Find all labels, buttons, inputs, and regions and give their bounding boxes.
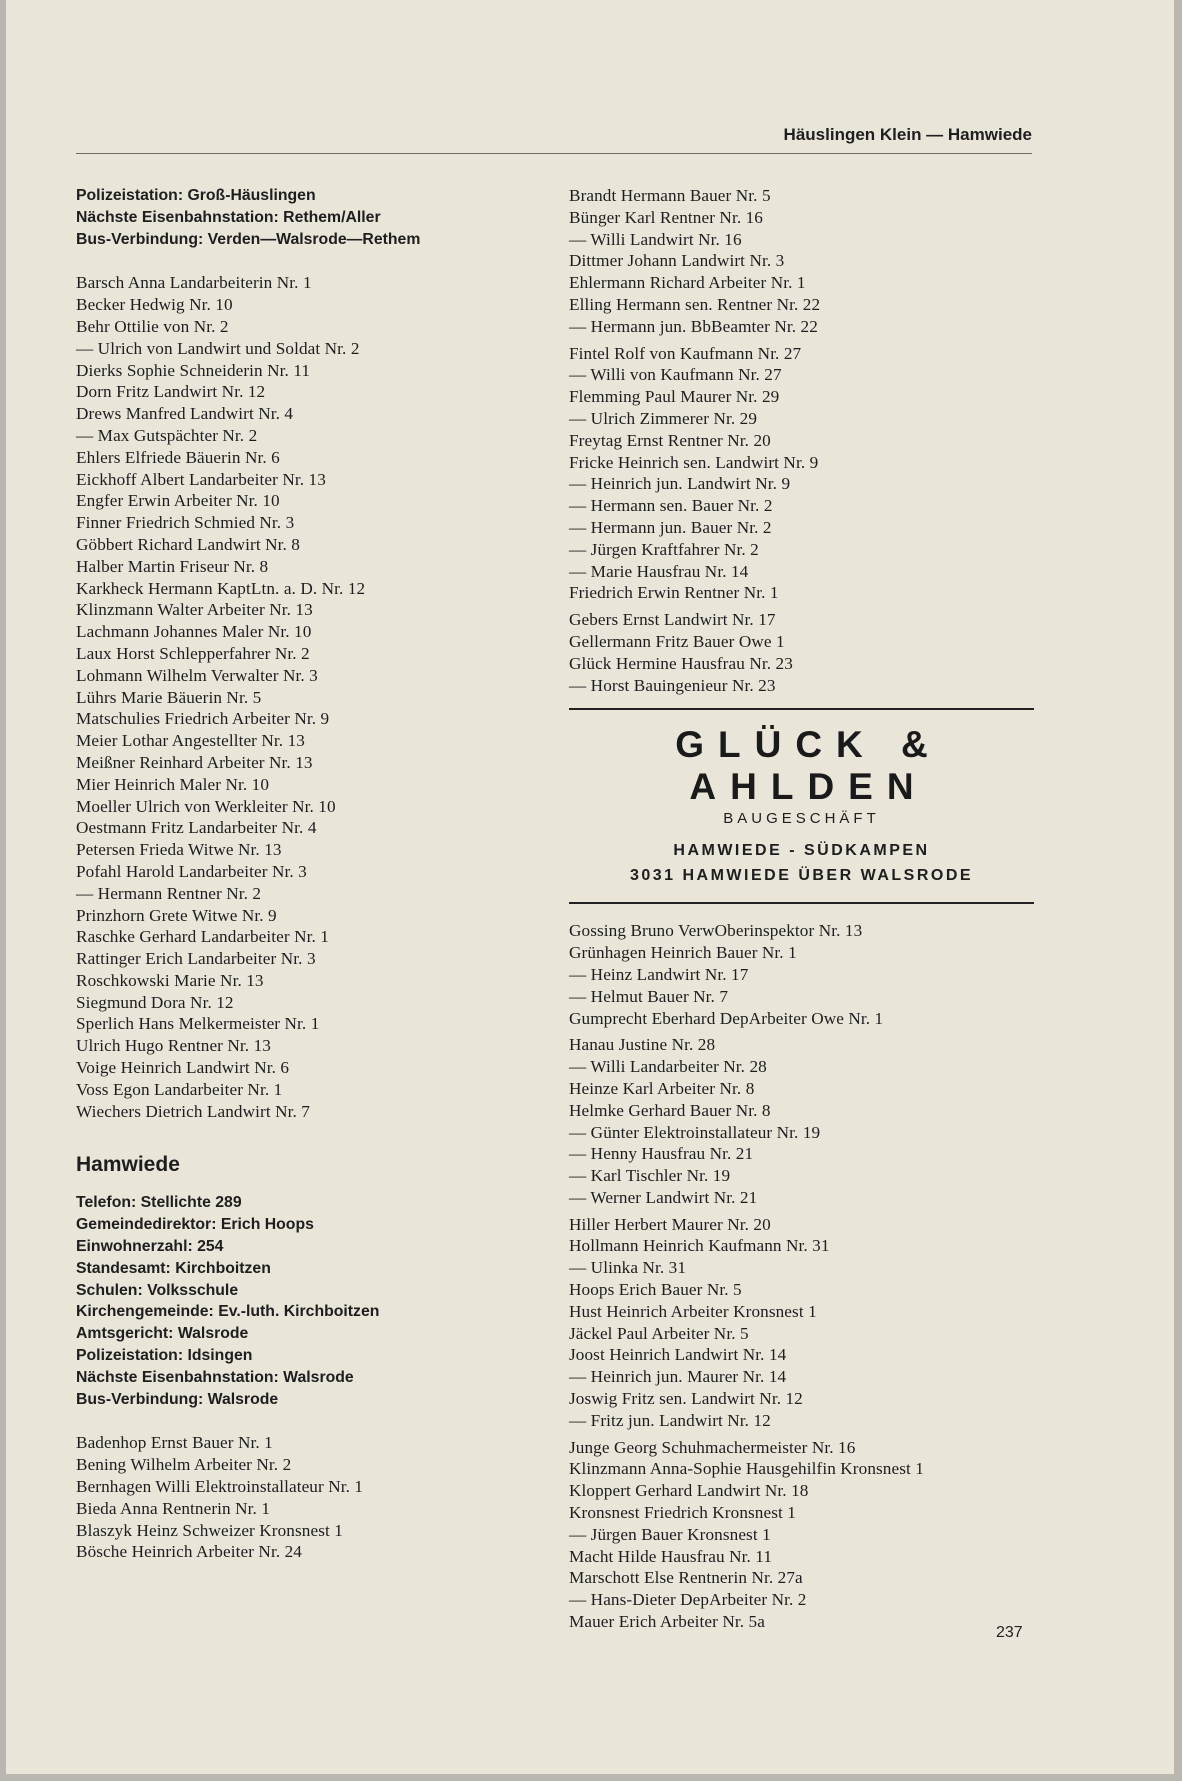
section-title: Hamwiede bbox=[76, 1153, 180, 1177]
resident-entry: Gebers Ernst Landwirt Nr. 17 bbox=[569, 610, 776, 630]
resident-entry: Halber Martin Friseur Nr. 8 bbox=[76, 556, 269, 576]
resident-entry: Laux Horst Schlepperfahrer Nr. 2 bbox=[76, 643, 310, 663]
resident-entry: Gellermann Fritz Bauer Owe 1 bbox=[569, 631, 785, 651]
resident-entry: Ehlermann Richard Arbeiter Nr. 1 bbox=[569, 273, 806, 293]
resident-entry: — Heinrich jun. Maurer Nr. 14 bbox=[569, 1367, 787, 1387]
resident-entry: Kloppert Gerhard Landwirt Nr. 18 bbox=[569, 1481, 809, 1501]
resident-entry: — Ulinka Nr. 31 bbox=[569, 1258, 687, 1278]
resident-list bbox=[76, 272, 576, 1122]
resident-entry: Blaszyk Heinz Schweizer Kronsnest 1 bbox=[76, 1520, 343, 1540]
info-line: Nächste Eisenbahnstation: Rethem/Aller bbox=[76, 208, 381, 226]
resident-entry: — Heinrich jun. Landwirt Nr. 9 bbox=[569, 474, 791, 494]
info-line: Polizeistation: Idsingen bbox=[76, 1347, 253, 1365]
ad-company-name: GLÜCK & AHLDEN bbox=[675, 724, 942, 808]
resident-entry: Mier Heinrich Maler Nr. 10 bbox=[76, 774, 270, 794]
resident-entry: — Hermann jun. Bauer Nr. 2 bbox=[569, 517, 772, 537]
resident-entry: Macht Hilde Hausfrau Nr. 11 bbox=[569, 1546, 773, 1566]
resident-entry: Dierks Sophie Schneiderin Nr. 11 bbox=[76, 360, 311, 380]
info-line: Amtsgericht: Walsrode bbox=[76, 1325, 249, 1343]
resident-entry: — Werner Landwirt Nr. 21 bbox=[569, 1187, 758, 1207]
resident-entry: Fintel Rolf von Kaufmann Nr. 27 bbox=[569, 343, 802, 363]
resident-entry: Siegmund Dora Nr. 12 bbox=[76, 992, 234, 1012]
resident-list-lower bbox=[569, 920, 1034, 1633]
resident-entry: — Max Gutspächter Nr. 2 bbox=[76, 425, 258, 445]
running-header: Häuslingen Klein — Hamwiede bbox=[783, 125, 1032, 144]
info-line: Standesamt: Kirchboitzen bbox=[76, 1259, 271, 1277]
resident-entry: Behr Ottilie von Nr. 2 bbox=[76, 316, 229, 336]
header-rule bbox=[76, 153, 1032, 154]
resident-entry: Elling Hermann sen. Rentner Nr. 22 bbox=[569, 294, 821, 314]
resident-entry: — Willi Landwirt Nr. 16 bbox=[569, 229, 742, 249]
resident-entry: Badenhop Ernst Bauer Nr. 1 bbox=[76, 1433, 273, 1453]
resident-entry: Junge Georg Schuhmachermeister Nr. 16 bbox=[569, 1437, 856, 1457]
resident-entry: Bünger Karl Rentner Nr. 16 bbox=[569, 207, 764, 227]
resident-entry: Klinzmann Walter Arbeiter Nr. 13 bbox=[76, 600, 313, 620]
resident-entry: Bieda Anna Rentnerin Nr. 1 bbox=[76, 1498, 271, 1518]
resident-entry: — Heinz Landwirt Nr. 17 bbox=[569, 964, 749, 984]
section-info-block bbox=[76, 1192, 576, 1410]
resident-entry: Heinze Karl Arbeiter Nr. 8 bbox=[569, 1078, 755, 1098]
resident-entry: Meißner Reinhard Arbeiter Nr. 13 bbox=[76, 752, 313, 772]
ad-address: 3031 HAMWIEDE ÜBER WALSRODE bbox=[629, 867, 974, 885]
resident-entry: — Hermann jun. BbBeamter Nr. 22 bbox=[569, 316, 818, 336]
resident-entry: Helmke Gerhard Bauer Nr. 8 bbox=[569, 1100, 771, 1120]
resident-entry: Barsch Anna Landarbeiterin Nr. 1 bbox=[76, 273, 312, 293]
info-line: Schulen: Volksschule bbox=[76, 1281, 239, 1299]
resident-entry: — Helmut Bauer Nr. 7 bbox=[569, 986, 729, 1006]
resident-entry: Eickhoff Albert Landarbeiter Nr. 13 bbox=[76, 469, 326, 489]
document-page bbox=[6, 0, 1174, 1774]
resident-entry: Mauer Erich Arbeiter Nr. 5a bbox=[569, 1612, 765, 1632]
resident-entry: Bening Wilhelm Arbeiter Nr. 2 bbox=[76, 1455, 292, 1475]
resident-entry: Voige Heinrich Landwirt Nr. 6 bbox=[76, 1058, 290, 1078]
resident-entry: — Jürgen Bauer Kronsnest 1 bbox=[569, 1524, 771, 1544]
info-line: Nächste Eisenbahnstation: Walsrode bbox=[76, 1368, 354, 1386]
resident-entry: Joost Heinrich Landwirt Nr. 14 bbox=[569, 1345, 787, 1365]
resident-entry: — Karl Tischler Nr. 19 bbox=[569, 1166, 731, 1186]
resident-entry: Flemming Paul Maurer Nr. 29 bbox=[569, 387, 780, 407]
ad-location: HAMWIEDE - SÜDKAMPEN bbox=[673, 842, 930, 860]
resident-entry: Dorn Fritz Landwirt Nr. 12 bbox=[76, 382, 266, 402]
resident-entry: Petersen Frieda Witwe Nr. 13 bbox=[76, 840, 282, 860]
resident-entry: Grünhagen Heinrich Bauer Nr. 1 bbox=[569, 943, 797, 963]
advertisement bbox=[569, 708, 1034, 904]
resident-entry: — Henny Hausfrau Nr. 21 bbox=[569, 1144, 754, 1164]
resident-entry: — Hermann sen. Bauer Nr. 2 bbox=[569, 496, 773, 516]
resident-entry: Joswig Fritz sen. Landwirt Nr. 12 bbox=[569, 1389, 803, 1409]
resident-entry: Oestmann Fritz Landarbeiter Nr. 4 bbox=[76, 818, 317, 838]
resident-entry: — Hermann Rentner Nr. 2 bbox=[76, 883, 262, 903]
resident-entry: Klinzmann Anna-Sophie Hausgehilfin Kronsnest 1 bbox=[569, 1459, 924, 1479]
resident-entry: Rattinger Erich Landarbeiter Nr. 3 bbox=[76, 949, 316, 969]
resident-entry: Engfer Erwin Arbeiter Nr. 10 bbox=[76, 491, 280, 511]
resident-entry: Marschott Else Rentnerin Nr. 27a bbox=[569, 1568, 803, 1588]
resident-entry: Matschulies Friedrich Arbeiter Nr. 9 bbox=[76, 709, 330, 729]
resident-entry: Drews Manfred Landwirt Nr. 4 bbox=[76, 404, 294, 424]
resident-entry: Hollmann Heinrich Kaufmann Nr. 31 bbox=[569, 1236, 830, 1256]
resident-entry: Voss Egon Landarbeiter Nr. 1 bbox=[76, 1079, 283, 1099]
resident-entry: Hust Heinrich Arbeiter Kronsnest 1 bbox=[569, 1301, 817, 1321]
resident-entry: Bernhagen Willi Elektroinstallateur Nr. 1 bbox=[76, 1477, 364, 1497]
resident-entry: Finner Friedrich Schmied Nr. 3 bbox=[76, 513, 295, 533]
resident-entry: Glück Hermine Hausfrau Nr. 23 bbox=[569, 653, 793, 673]
resident-entry: Moeller Ulrich von Werkleiter Nr. 10 bbox=[76, 796, 336, 816]
resident-entry: — Horst Bauingenieur Nr. 23 bbox=[569, 675, 776, 695]
resident-list-continued bbox=[569, 185, 1034, 696]
resident-entry: Pofahl Harold Landarbeiter Nr. 3 bbox=[76, 861, 307, 881]
resident-entry: Roschkowski Marie Nr. 13 bbox=[76, 970, 264, 990]
resident-entry: Dittmer Johann Landwirt Nr. 3 bbox=[569, 251, 785, 271]
resident-entry: — Willi von Kaufmann Nr. 27 bbox=[569, 365, 782, 385]
resident-entry: — Fritz jun. Landwirt Nr. 12 bbox=[569, 1410, 771, 1430]
section-resident-list bbox=[76, 1432, 576, 1563]
village-info-block bbox=[76, 185, 576, 250]
resident-entry: Becker Hedwig Nr. 10 bbox=[76, 295, 233, 315]
resident-entry: — Marie Hausfrau Nr. 14 bbox=[569, 561, 749, 581]
resident-entry: Gumprecht Eberhard DepArbeiter Owe Nr. 1 bbox=[569, 1008, 884, 1028]
resident-entry: Wiechers Dietrich Landwirt Nr. 7 bbox=[76, 1101, 310, 1121]
info-line: Gemeindedirektor: Erich Hoops bbox=[76, 1216, 314, 1234]
resident-entry: Prinzhorn Grete Witwe Nr. 9 bbox=[76, 905, 277, 925]
resident-entry: Meier Lothar Angestellter Nr. 13 bbox=[76, 731, 305, 751]
resident-entry: Bösche Heinrich Arbeiter Nr. 24 bbox=[76, 1542, 302, 1562]
ad-subtitle: BAUGESCHÄFT bbox=[723, 810, 880, 828]
resident-entry: — Ulrich Zimmerer Nr. 29 bbox=[569, 408, 758, 428]
resident-entry: Lohmann Wilhelm Verwalter Nr. 3 bbox=[76, 665, 318, 685]
resident-entry: Göbbert Richard Landwirt Nr. 8 bbox=[76, 534, 300, 554]
info-line: Bus-Verbindung: Verden—Walsrode—Rethem bbox=[76, 230, 421, 248]
resident-entry: Hiller Herbert Maurer Nr. 20 bbox=[569, 1214, 771, 1234]
resident-entry: — Günter Elektroinstallateur Nr. 19 bbox=[569, 1122, 821, 1142]
resident-entry: Brandt Hermann Bauer Nr. 5 bbox=[569, 186, 771, 205]
left-column bbox=[76, 185, 576, 1563]
info-line: Polizeistation: Groß-Häuslingen bbox=[76, 187, 316, 204]
resident-entry: Friedrich Erwin Rentner Nr. 1 bbox=[569, 583, 779, 603]
resident-entry: Kronsnest Friedrich Kronsnest 1 bbox=[569, 1503, 796, 1523]
info-line: Telefon: Stellichte 289 bbox=[76, 1194, 242, 1212]
info-line: Einwohnerzahl: 254 bbox=[76, 1238, 224, 1256]
resident-entry: — Jürgen Kraftfahrer Nr. 2 bbox=[569, 539, 759, 559]
resident-entry: — Hans-Dieter DepArbeiter Nr. 2 bbox=[569, 1590, 807, 1610]
resident-entry: Jäckel Paul Arbeiter Nr. 5 bbox=[569, 1323, 749, 1343]
resident-entry: — Willi Landarbeiter Nr. 28 bbox=[569, 1057, 767, 1077]
resident-entry: — Ulrich von Landwirt und Soldat Nr. 2 bbox=[76, 338, 360, 358]
resident-entry: Fricke Heinrich sen. Landwirt Nr. 9 bbox=[569, 452, 819, 472]
resident-entry: Sperlich Hans Melkermeister Nr. 1 bbox=[76, 1014, 320, 1034]
resident-entry: Gossing Bruno VerwOberinspektor Nr. 13 bbox=[569, 921, 863, 941]
page-number: 237 bbox=[996, 1624, 1023, 1641]
right-column bbox=[569, 185, 1034, 1633]
resident-entry: Hanau Justine Nr. 28 bbox=[569, 1035, 716, 1055]
resident-entry: Raschke Gerhard Landarbeiter Nr. 1 bbox=[76, 927, 329, 947]
resident-entry: Karkheck Hermann KaptLtn. a. D. Nr. 12 bbox=[76, 578, 366, 598]
resident-entry: Ehlers Elfriede Bäuerin Nr. 6 bbox=[76, 447, 280, 467]
resident-entry: Freytag Ernst Rentner Nr. 20 bbox=[569, 430, 771, 450]
resident-entry: Lachmann Johannes Maler Nr. 10 bbox=[76, 622, 312, 642]
resident-entry: Lührs Marie Bäuerin Nr. 5 bbox=[76, 687, 262, 707]
resident-entry: Hoops Erich Bauer Nr. 5 bbox=[569, 1280, 742, 1300]
info-line: Bus-Verbindung: Walsrode bbox=[76, 1390, 279, 1408]
info-line: Kirchengemeinde: Ev.-luth. Kirchboitzen bbox=[76, 1303, 380, 1321]
resident-entry: Ulrich Hugo Rentner Nr. 13 bbox=[76, 1036, 271, 1056]
